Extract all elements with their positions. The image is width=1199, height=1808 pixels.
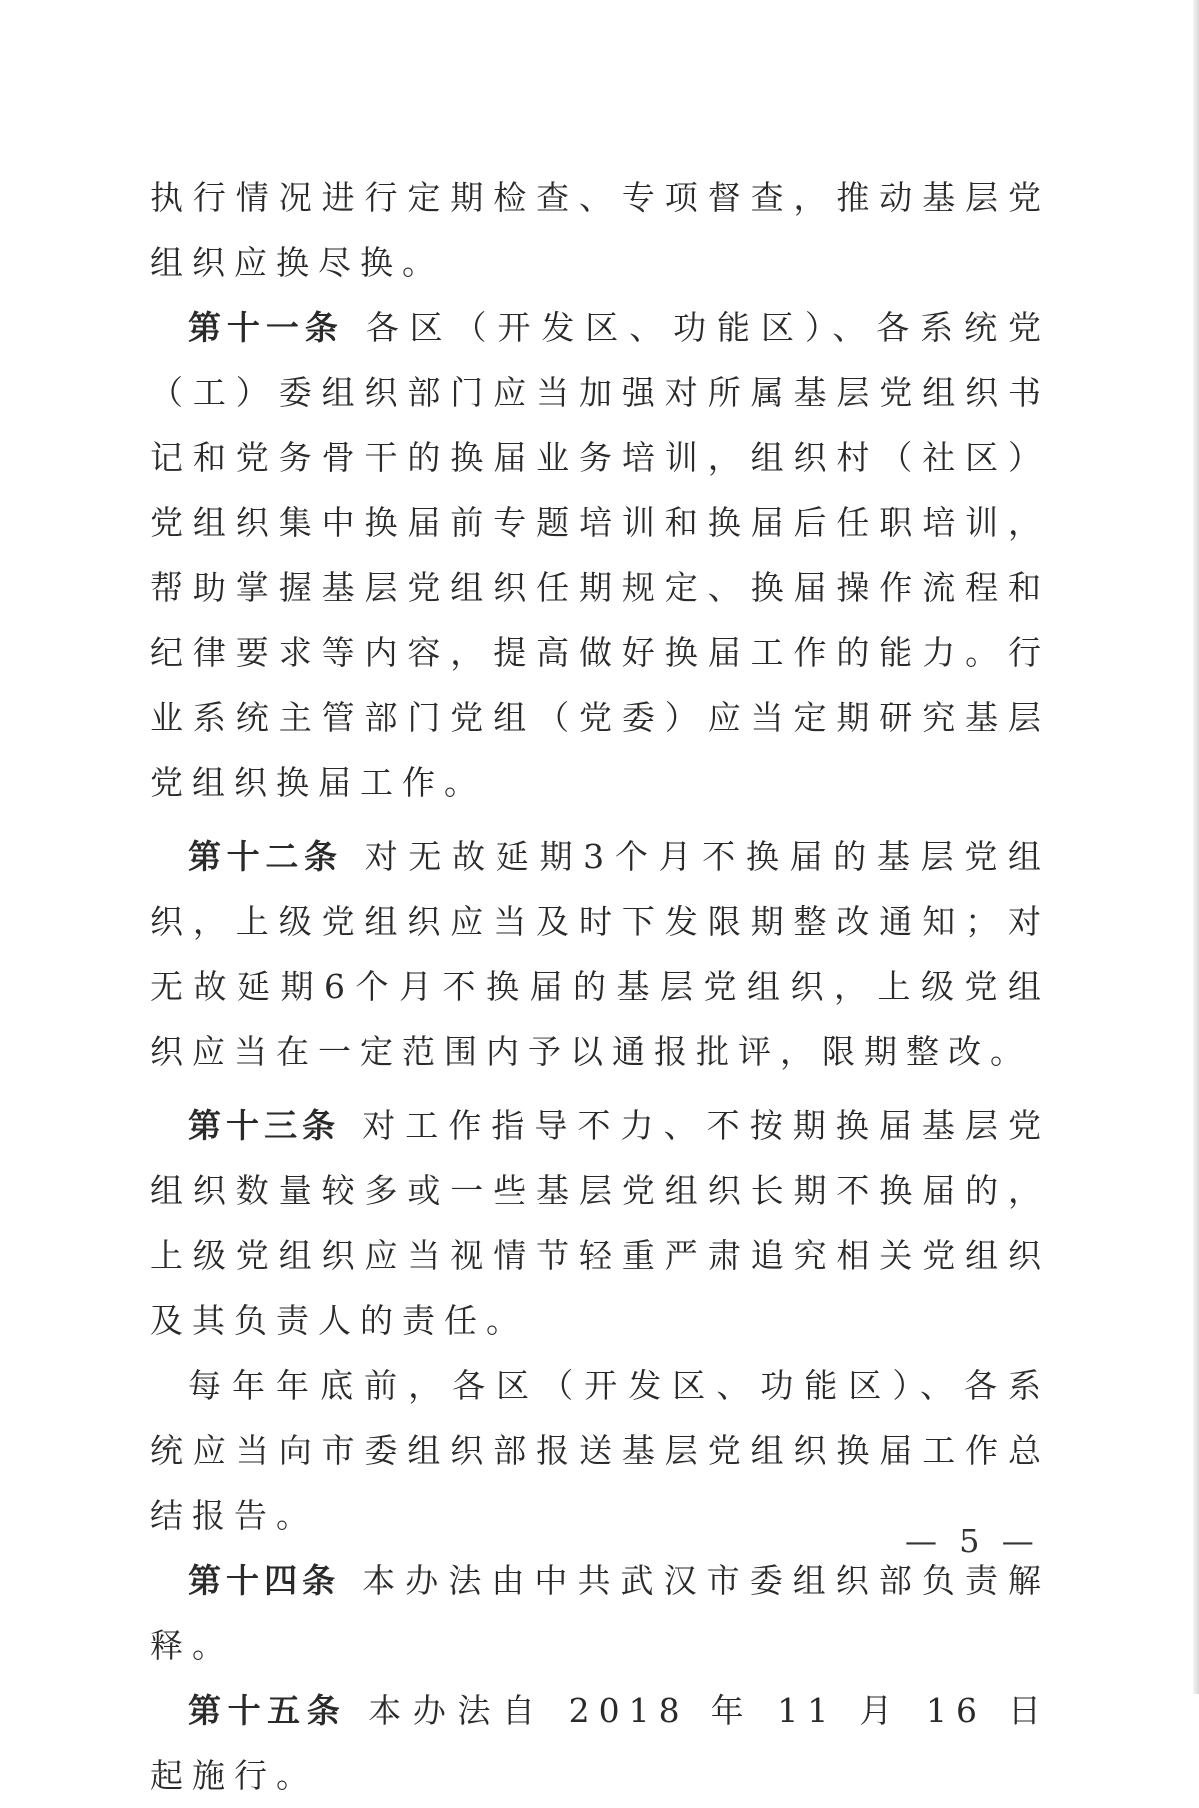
paragraph-article-13 <box>150 1093 1050 1353</box>
paragraph-article-14 <box>150 1548 1050 1678</box>
page-edge <box>1193 0 1199 1694</box>
paragraph-article-15 <box>150 1678 1050 1808</box>
paragraph-article-11 <box>150 295 1050 815</box>
paragraph-text: 本办法自 2018 年 11 月 16 日起施行。 <box>150 1691 1051 1795</box>
paragraph-text: 本办法由中共武汉市委组织部负责解释。 <box>150 1561 1051 1665</box>
paragraph-continuation <box>150 165 1050 295</box>
article-heading: 第十五条 <box>188 1691 347 1730</box>
paragraph-article-12 <box>150 824 1050 1084</box>
paragraph-text: 对工作指导不力、不按期换届基层党组织数量较多或一些基层党组织长期不换届的，上级党组织应当视情节轻重严肃追究相关党组织及其负责人的责任。 <box>150 1106 1051 1340</box>
paragraph-text: 各区（开发区、功能区）、各系统党（工）委组织部门应当加强对所属基层党组织书记和党务骨干的换届业务培训，组织村（社区）党组织集中换届前专题培训和换届后任职培训，帮助掌握基层党组织任期规定、换届操作流程和纪律要求等内容，提高做好换届工作的能力。行业系统主管部门党组（党委）应当定期研究基层党组织换届工作。 <box>150 308 1051 802</box>
article-heading: 第十四条 <box>188 1561 341 1600</box>
article-heading: 第十一条 <box>188 308 344 347</box>
page-number: — 5 — <box>905 1522 1040 1560</box>
article-heading: 第十二条 <box>188 837 343 876</box>
paragraph-text: 对无故延期3个月不换届的基层党组织，上级党组织应当及时下发限期整改通知；对无故延期6个月不换届的基层党组织，上级党组织应当在一定范围内予以通报批评，限期整改。 <box>150 837 1051 1071</box>
paragraph-text: 每年年底前，各区（开发区、功能区）、各系统应当向市委组织部报送基层党组织换届工作总结报告。 <box>150 1366 1050 1535</box>
paragraph-text: 执行情况进行定期检查、专项督查，推动基层党组织应换尽换。 <box>150 178 1050 282</box>
paragraph-annual-report <box>150 1353 1050 1548</box>
document-body <box>150 165 1050 1808</box>
article-heading: 第十三条 <box>188 1106 341 1145</box>
